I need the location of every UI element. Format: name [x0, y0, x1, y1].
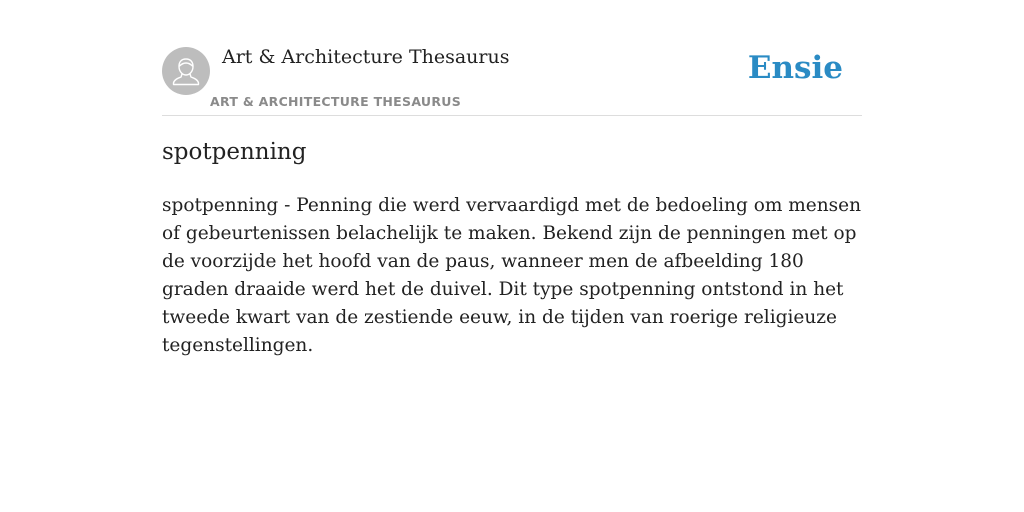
entry-definition: spotpenning - Penning die werd vervaardigd met de bedoeling om mensen of gebeurtenissen belachelijk te maken. Bekend zijn de penningen met op de voorzijde het hoofd van de paus, wanneer men de afbeelding 180 graden draaide werd het de duivel. Dit type spotpenning ontstond in het tweede kwart van de zestiende eeuw, in de tijden van roerige religieuze tegenstellingen. [162, 195, 862, 356]
entry-title: spotpenning [162, 139, 307, 165]
header [162, 0, 862, 116]
avatar[interactable] [162, 47, 210, 95]
user-silhouette-icon [162, 47, 210, 95]
author-category[interactable]: ART & ARCHITECTURE THESAURUS [210, 94, 462, 109]
brand-logo[interactable]: Ensie [747, 50, 843, 86]
author-name[interactable]: Art & Architecture Thesaurus [222, 46, 510, 68]
page-container [162, 0, 862, 356]
